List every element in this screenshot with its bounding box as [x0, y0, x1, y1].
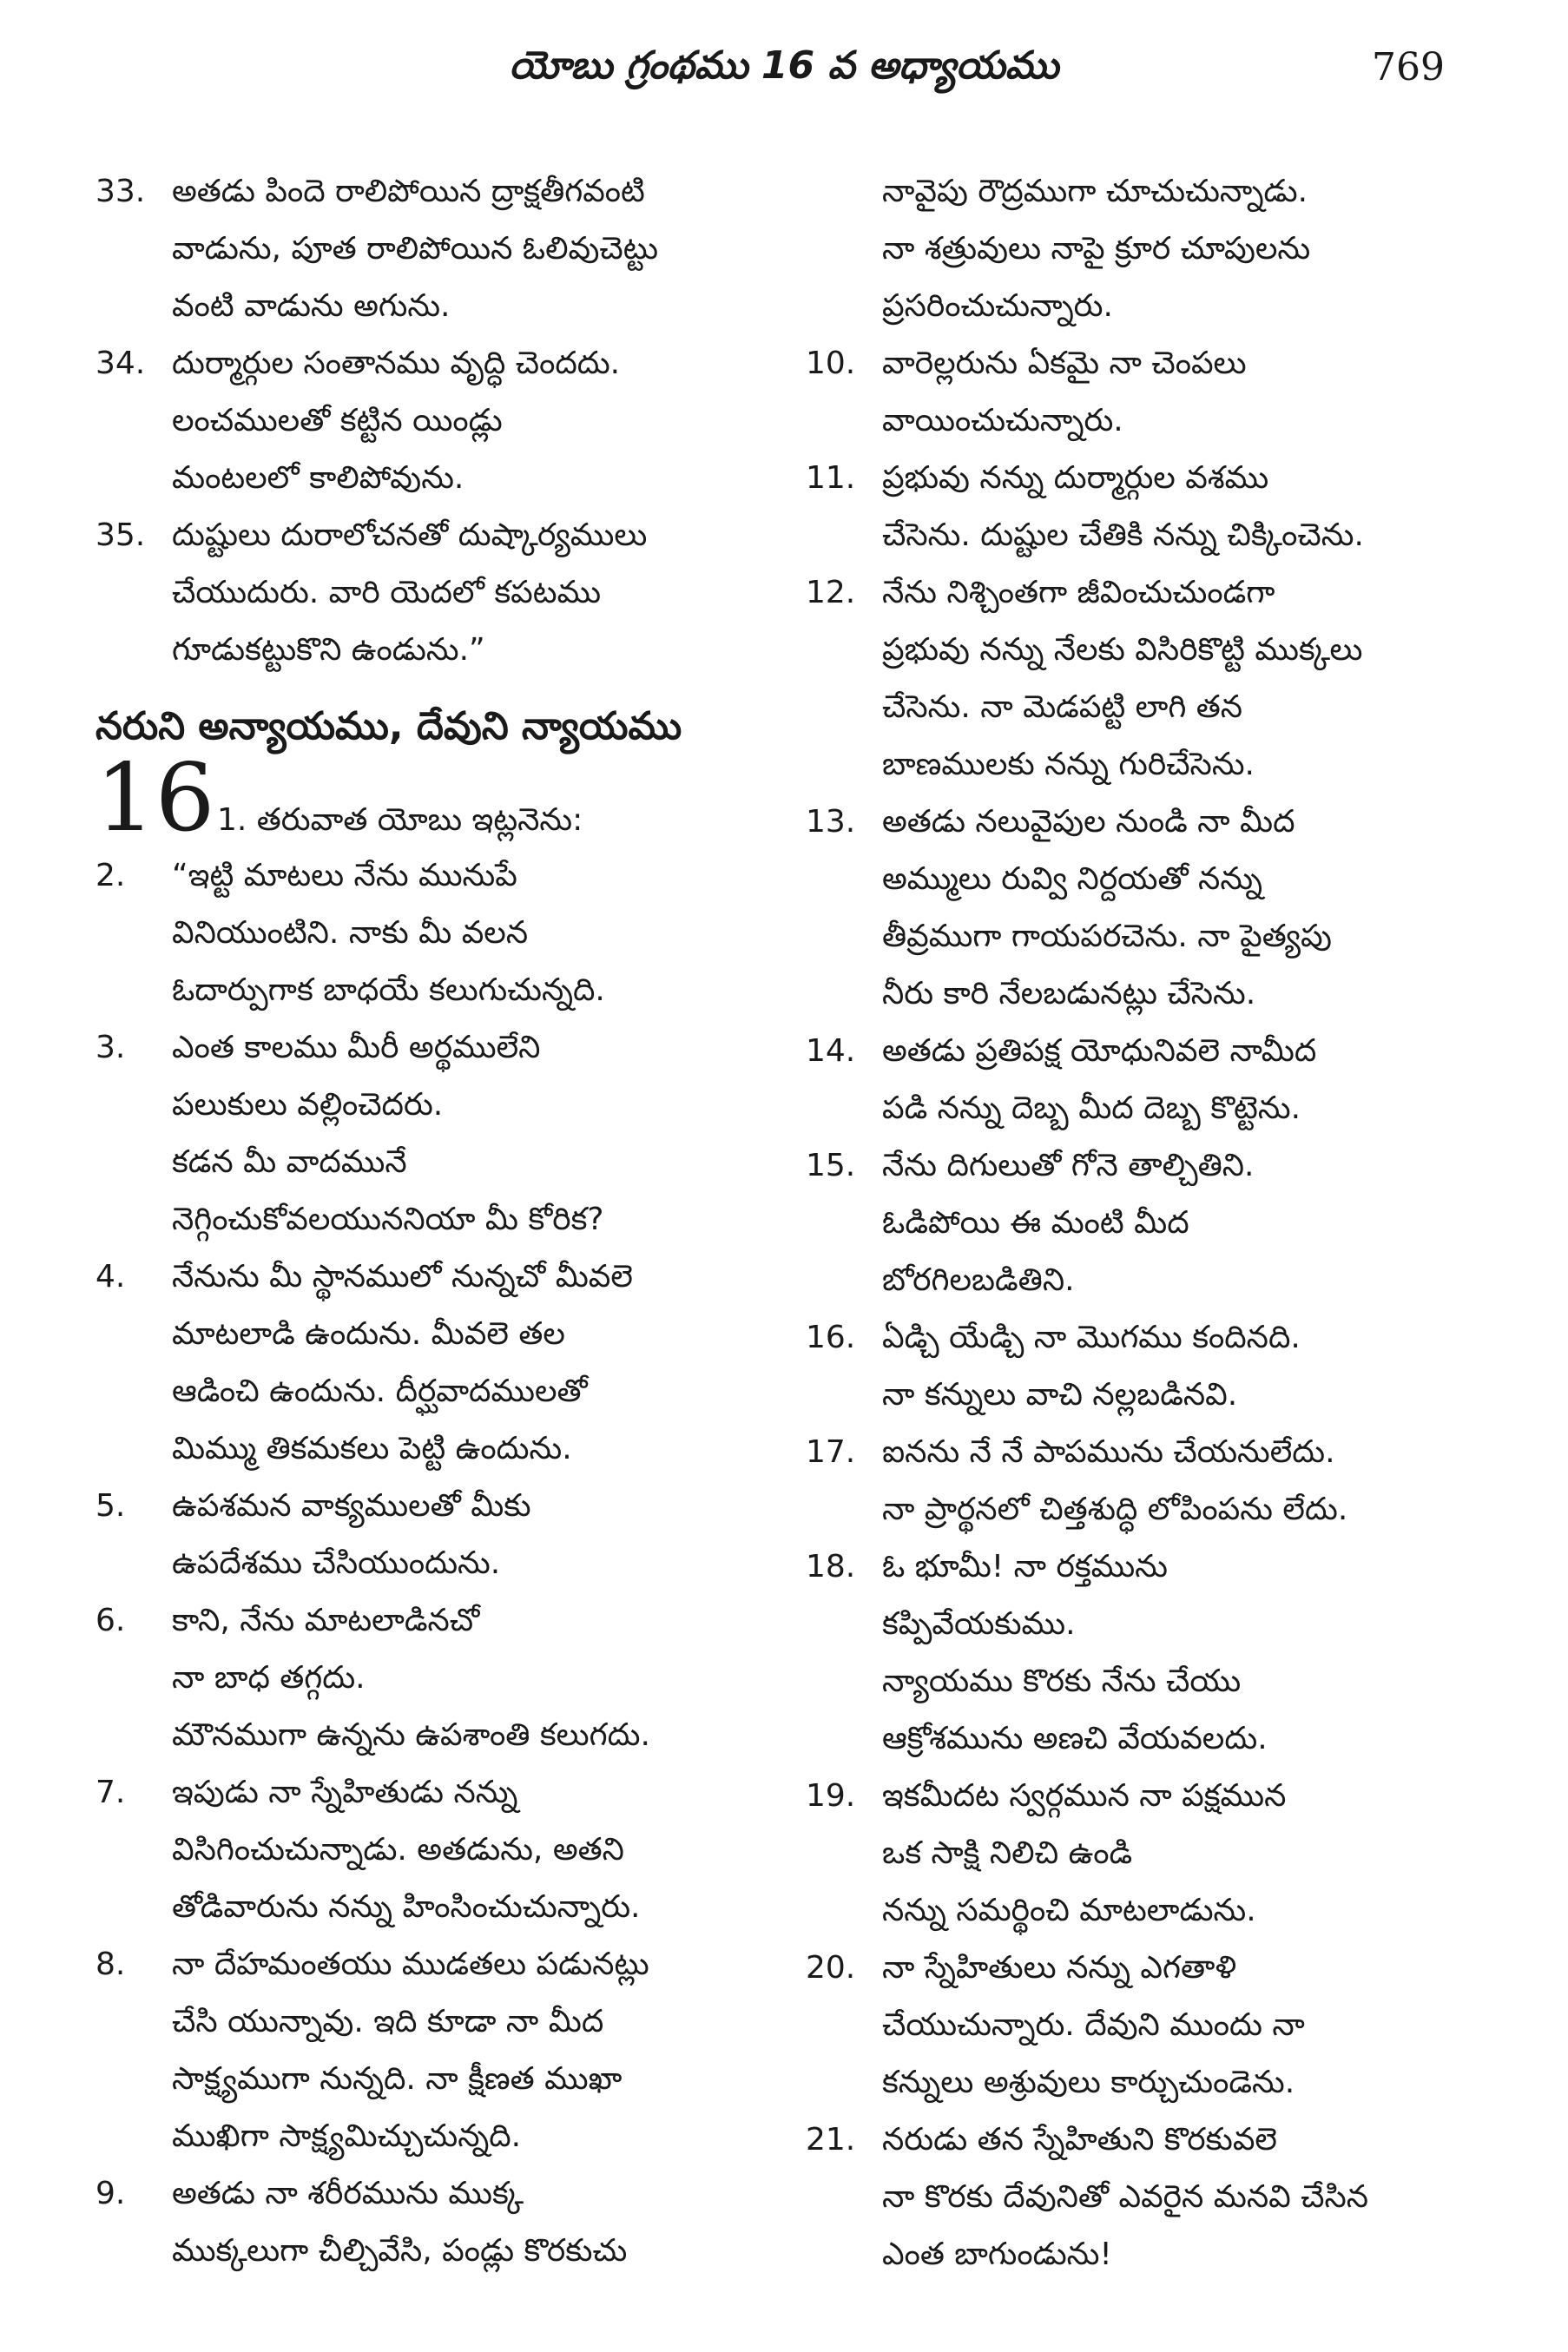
verse-number: 3. [96, 1030, 126, 1065]
verse-line: నేను నిశ్చింతగా జీవించుచుండగా [882, 575, 1275, 610]
verse-number: 6. [96, 1603, 126, 1638]
verse-line: కన్నులు అశ్రువులు కార్చుచుండెను. [882, 2065, 1295, 2100]
verse-line: వినియుంటిని. నాకు మీ వలన [172, 915, 529, 951]
verse-line: ఏడ్చి యేడ్చి నా మొగము కందినది. [882, 1320, 1301, 1355]
verse-line: ఇకమీదట స్వర్గమున నా పక్షమున [882, 1778, 1287, 1814]
verse [806, 2112, 1466, 2283]
verse-line: చేయుచున్నారు. దేవుని ముందు నా [882, 2007, 1305, 2043]
verse-number: 7. [96, 1775, 126, 1810]
verse-number: 8. [96, 1947, 126, 1982]
verse [96, 1019, 755, 1248]
verse-line: ముక్కలుగా చీల్చివేసి, పండ్లు కొరకుచు [172, 2233, 628, 2269]
verse-line: న్యాయము కొరకు నేను చేయు [882, 1664, 1242, 1699]
verse-line: బోరగిలబడితిని. [882, 1262, 1075, 1298]
verse-line: ప్రసరించుచున్నారు. [882, 288, 1113, 324]
verse-line: నా బాధ తగ్గదు. [172, 1660, 366, 1696]
verse-line: నన్ను సమర్థించి మాటలాడును. [882, 1893, 1256, 1928]
verse-line: సాక్ష్యముగా నున్నది. నా క్షీణత ముఖా [172, 2061, 623, 2097]
verse-line: చేసెను. దుష్టుల చేతికి నన్ను చిక్కించెను. [882, 517, 1364, 553]
verse [96, 1592, 755, 1764]
verse-line: ఇపుడు నా స్నేహితుడు నన్ను [172, 1775, 518, 1810]
verse-number: 10. [806, 346, 856, 381]
verse-line: అతడు ప్రతిపక్ష యోధునివలె నామీద [882, 1033, 1317, 1069]
verse-line: నావైపు రౌద్రముగా చూచుచున్నాడు. [882, 174, 1308, 209]
verse [96, 335, 755, 507]
verse-line: వంటి వాడును అగును. [172, 288, 451, 324]
verse [96, 1248, 755, 1478]
verse-line: అతడు నలువైపుల నుండి నా మీద [882, 804, 1295, 840]
verse-line: మాటలాడి ఉందును. మీవలె తల [172, 1316, 565, 1352]
verse [806, 1137, 1466, 1309]
verse-line: “ఇట్టి మాటలు నేను మునుపే [172, 858, 517, 893]
verse-line: నా కొరకు దేవునితో ఎవరైన మనవి చేసిన [882, 2179, 1369, 2215]
verse-line: నేను దిగులుతో గోనె తాల్చితిని. [882, 1148, 1255, 1183]
verse-number: 33. [96, 174, 146, 209]
verse-line: ఐనను నే నే పాపమును చేయనులేదు. [882, 1434, 1335, 1470]
verse [96, 507, 755, 679]
verse-line: పడి నన్ను దెబ్బ మీద దెబ్బ కొట్టెను. [882, 1090, 1301, 1126]
verse-number: 9. [96, 2176, 126, 2211]
verse-line: మౌనముగా ఉన్నను ఉపశాంతి కలుగదు. [172, 1717, 650, 1753]
verse-line: చేసి యున్నావు. ఇది కూడా నా మీద [172, 2004, 604, 2039]
chapter-first-verse: 1. తరువాత యోబు ఇట్లనెను: [217, 802, 583, 838]
verse [806, 1309, 1466, 1424]
verse-line: వాడును, పూత రాలిపోయిన ఓలివుచెట్టు [172, 231, 659, 267]
verse [96, 2165, 755, 2280]
verse [96, 1936, 755, 2165]
verse-line: నా కన్నులు వాచి నల్లబడినవి. [882, 1377, 1238, 1413]
verse-number: 21. [806, 2122, 856, 2158]
verse-line: నా ప్రార్థనలో చిత్తశుద్ధి లోపింపను లేదు. [882, 1492, 1348, 1527]
verse-line: ఎంత కాలము మీరీ అర్థములేని [172, 1030, 541, 1065]
verse-line: ఓ భూమీ! నా రక్తమును [882, 1549, 1168, 1584]
verse-line: నా స్నేహితులు నన్ను ఎగతాళి [882, 1950, 1237, 1986]
verse-line: ఉపశమన వాక్యములతో మీకు [172, 1488, 531, 1524]
verse [806, 450, 1466, 564]
verse-list-after [96, 847, 755, 2280]
page-number: 769 [1372, 45, 1445, 89]
verse-list [806, 163, 1466, 2283]
verse-line: పలుకులు వల్లించెదరు. [172, 1087, 444, 1123]
verse-line: కాని, నేను మాటలాడినచో [172, 1603, 480, 1638]
verse [806, 1768, 1466, 1940]
verse [806, 163, 1466, 335]
verse-number: 18. [806, 1549, 856, 1584]
verse-line: ఆక్రోశమును అణచి వేయవలదు. [882, 1721, 1268, 1756]
verse-line: గూడుకట్టుకొని ఉండును.” [172, 632, 485, 668]
verse-number: 16. [806, 1320, 856, 1355]
verse-line: ఎంత బాగుండును! [882, 2237, 1112, 2272]
verse-line: ఒక సాక్షి నిలిచి ఉండి [882, 1835, 1133, 1871]
verse-line: దుర్మార్గుల సంతానము వృద్ధి చెందదు. [172, 346, 621, 381]
verse-line: చేయుదురు. వారి యెదలో కపటము [172, 575, 602, 610]
verse-line: నెగ్గించుకోవలయుననియా మీ కోరిక? [172, 1202, 604, 1237]
verse-line: తీవ్రముగా గాయపరచెను. నా పైత్యపు [882, 919, 1332, 954]
verse-line: వారెల్లరును ఏకమై నా చెంపలు [882, 346, 1247, 381]
running-title: యోబు గ్రంథము 16 వ అధ్యాయము [509, 43, 1059, 88]
verse-line: ఉపదేశము చేసియుందును. [172, 1545, 501, 1581]
chapter-start [96, 744, 755, 853]
verse-line: నా శత్రువులు నాపై క్రూర చూపులను [882, 231, 1311, 267]
verse-line: ముఖిగా సాక్ష్యమిచ్చుచున్నది. [172, 2118, 522, 2154]
verse [96, 847, 755, 1019]
verse-line: మిమ్ము తికమకలు పెట్టి ఉందును. [172, 1431, 572, 1466]
verse-line: కడన మీ వాదమునే [172, 1144, 407, 1180]
verse [806, 1940, 1466, 2112]
verse-number: 14. [806, 1033, 856, 1069]
verse-line: చేసెను. నా మెడపట్టి లాగి తన [882, 689, 1243, 725]
verse [96, 1478, 755, 1592]
right-column [806, 163, 1466, 2283]
chapter-number: 16 [96, 744, 215, 853]
verse [96, 1764, 755, 1936]
verse-line: అమ్ములు రువ్వి నిర్దయతో నన్ను [882, 861, 1262, 897]
verse-list-before [96, 163, 755, 679]
verse-number: 34. [96, 346, 146, 381]
verse [806, 794, 1466, 1023]
verse-line: తోడివారును నన్ను హింసించుచున్నారు. [172, 1889, 641, 1925]
verse-line: ఓడిపోయి ఈ మంటి మీద [882, 1205, 1189, 1241]
verse-number: 19. [806, 1778, 856, 1814]
verse-line: నీరు కారి నేలబడునట్లు చేసెను. [882, 976, 1256, 1011]
verse-number: 12. [806, 575, 856, 610]
verse-number: 35. [96, 517, 146, 553]
verse-number: 11. [806, 460, 856, 496]
verse-line: అతడు పిందె రాలిపోయిన ద్రాక్షతీగవంటి [172, 174, 645, 209]
verse-number: 13. [806, 804, 856, 840]
verse-line: ప్రభువు నన్ను దుర్మార్గుల వశము [882, 460, 1269, 496]
verse-number: 15. [806, 1148, 856, 1183]
verse [806, 1424, 1466, 1538]
verse-number: 20. [806, 1950, 856, 1986]
verse-number: 2. [96, 858, 126, 893]
verse-number: 4. [96, 1259, 126, 1295]
verse [96, 163, 755, 335]
verse [806, 1023, 1466, 1137]
verse-line: నరుడు తన స్నేహితుని కొరకువలె [882, 2122, 1277, 2158]
verse-line: కప్పివేయకుము. [882, 1606, 1076, 1642]
verse-line: లంచములతో కట్టిన యిండ్లు [172, 403, 503, 438]
verse-line: నేనును మీ స్థానములో నున్నచో మీవలె [172, 1259, 633, 1295]
verse-number: 5. [96, 1488, 126, 1524]
verse-line: బాణములకు నన్ను గురిచేసెను. [882, 747, 1255, 782]
verse-line: ప్రభువు నన్ను నేలకు విసిరికొట్టి ముక్కలు [882, 632, 1363, 668]
verse-number: 17. [806, 1434, 856, 1470]
section-heading: నరుని అన్యాయము, దేవుని న్యాయము [96, 704, 682, 748]
verse-line: విసిగించుచున్నాడు. అతడును, అతని [172, 1832, 624, 1868]
verse [806, 1538, 1466, 1768]
left-column [96, 163, 755, 2280]
verse-line: ఓదార్పుగాక బాధయే కలుగుచున్నది. [172, 972, 605, 1008]
verse-line: అతడు నా శరీరమును ముక్క [172, 2176, 524, 2211]
verse-line: ఆడించి ఉందును. దీర్ఘవాదములతో [172, 1374, 588, 1409]
verse [806, 335, 1466, 450]
verse-line: మంటలలో కాలిపోవును. [172, 460, 464, 496]
verse-line: దుష్టులు దురాలోచనతో దుష్కార్యములు [172, 517, 648, 553]
verse-line: వాయించుచున్నారు. [882, 403, 1123, 438]
verse-line: నా దేహమంతయు ముడతలు పడునట్లు [172, 1947, 649, 1982]
verse [806, 564, 1466, 794]
